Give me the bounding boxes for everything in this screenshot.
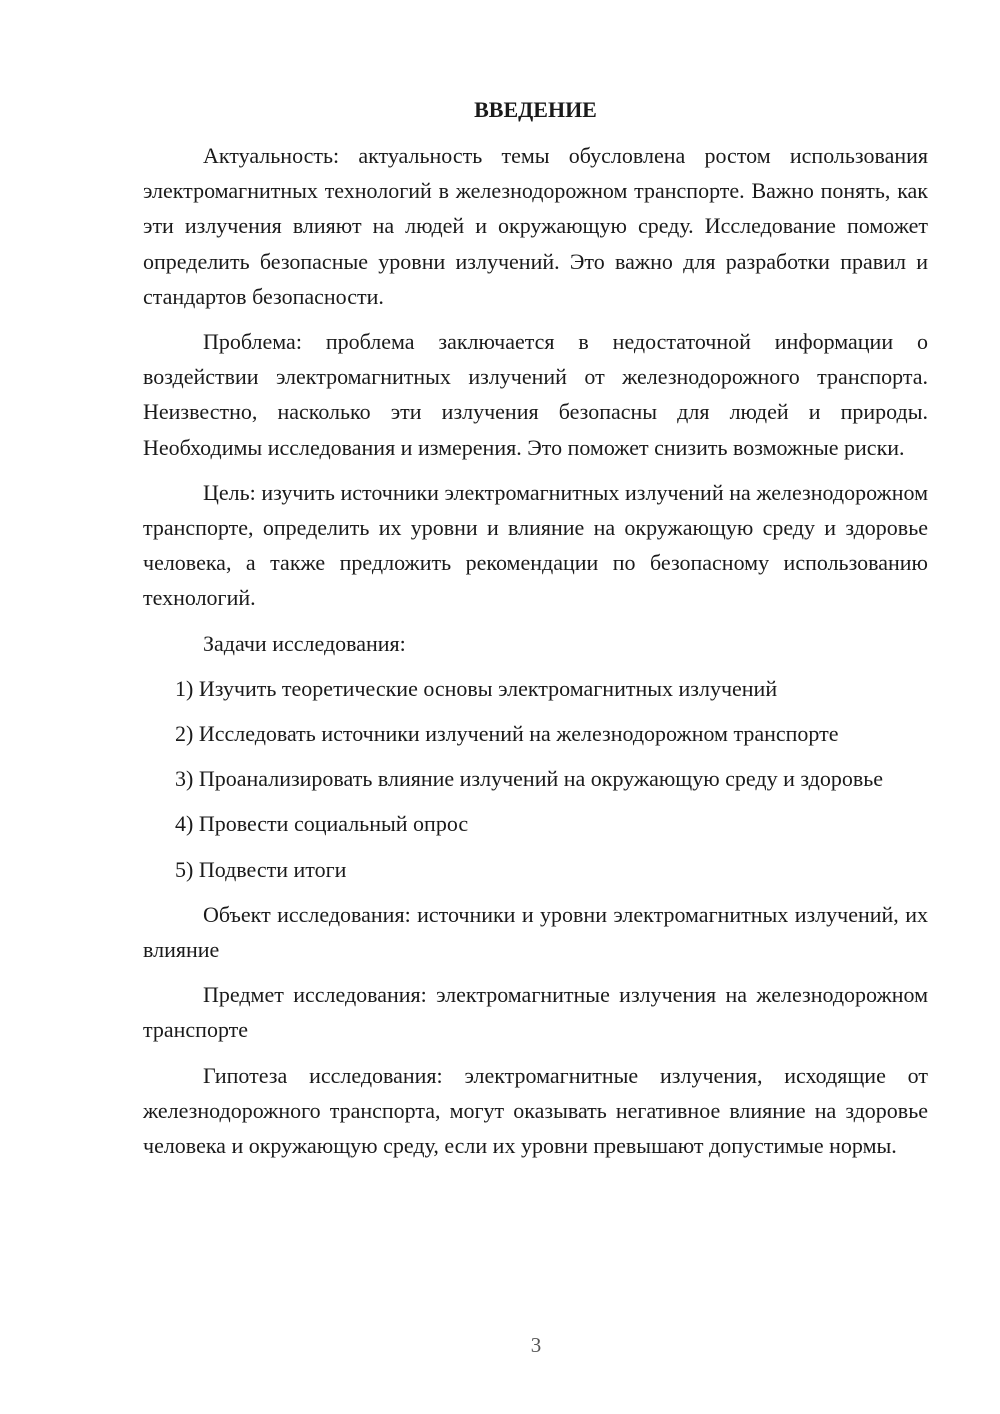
tasks-heading: Задачи исследования: [203, 630, 406, 656]
hypothesis-paragraph: Гипотеза исследования: электромагнитные излучения, исходящие от железнодорожного транспорта, могут оказывать негативное влияние на здоровье человека и окружающую среду, если их уровни превышают допустимые нормы. [143, 1062, 928, 1159]
subject-paragraph: Предмет исследования: электромагнитные излучения на железнодорожном транспорте [143, 982, 928, 1043]
task-item-5: 5) Подвести итоги [175, 856, 347, 882]
goal-paragraph: Цель: изучить источники электромагнитных излучений на железнодорожном транспорте, определить их уровни и влияние на окружающую среду и здоровье человека, а также предложить рекомендации по безопасному использованию технологий. [143, 479, 928, 611]
task-item-3: 3) Проанализировать влияние излучений на окружающую среду и здоровье [175, 766, 884, 792]
object-paragraph: Объект исследования: источники и уровни электромагнитных излучений, их влияние [143, 901, 928, 963]
task-item-4: 4) Провести социальный опрос [175, 811, 469, 837]
relevance-paragraph: Актуальность: актуальность темы обусловлена ростом использования электромагнитных технологий в железнодорожном транспорте. Важно понять, как эти излучения влияют на людей и окружающую среду. Исследование поможет определить безопасные уровни излучений. Это важно для разработки правил и стандартов безопасности. [143, 143, 928, 309]
page-title: ВВЕДЕНИЕ [474, 97, 597, 122]
problem-paragraph: Проблема: проблема заключается в недостаточной информации о воздействии электромагнитных излучений от железнодорожного транспорта. Неизвестно, насколько эти излучения безопасны для людей и природы. Необходимы исследования и измерения. Это поможет снизить возможные риски. [143, 329, 928, 460]
task-item-2: 2) Исследовать источники излучений на железнодорожном транспорте [175, 721, 839, 747]
page-number: 3 [530, 1333, 542, 1357]
task-item-1: 1) Изучить теоретические основы электромагнитных излучений [175, 675, 778, 701]
document-page [143, 92, 928, 1173]
